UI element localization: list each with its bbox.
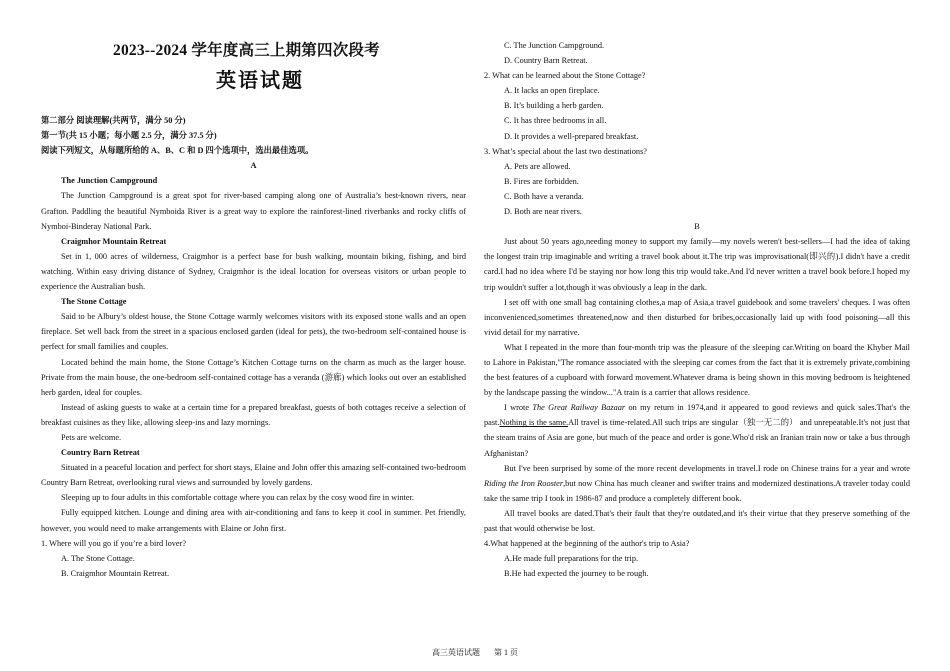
answer-option[interactable]: B.He had expected the journey to be rough. <box>504 569 649 579</box>
instruction: 阅读下列短文，从每题所给的 A、B、C 和 D 四个选项中，选出最佳选项。 <box>41 146 314 156</box>
footer-subject: 高三英语试题 <box>432 648 480 657</box>
paragraph <box>484 461 910 506</box>
question-stem: 1. Where will you go if you’re a bird lover? <box>41 538 186 548</box>
text-run: ,but now China has much cleaner and swifter trains and modernized destinations.A traveler today could take the same trip I took in 1986-87 and produce a completely different book. <box>484 478 910 503</box>
question-stem: 3. What’s special about the last two destinations? <box>484 146 647 156</box>
paragraph: The Junction Campground is a great spot for river-based camping along one of Australia’s best-known rivers, near Grafton. Paddling the beautiful Nymboida River is a great way to explore the rainforest-lined riverbanks and rocky cliffs of Nymboi-Binderay National Park. <box>41 191 466 231</box>
paragraph: All travel books are dated.That's their fault that they're outdated,and it's their virtue that they preserve something of the past that would otherwise be lost. <box>484 508 910 533</box>
left-body <box>41 113 466 581</box>
answer-option[interactable]: D. Country Barn Retreat. <box>504 56 588 66</box>
paragraph: Fully equipped kitchen. Lounge and dining area with air-conditioning and fans to keep it cool in summer. Pet friendly, however, you would need to make arrangements with Elaine or John first. <box>41 508 466 533</box>
passage-b-label: B <box>694 222 700 232</box>
paragraph: Set in 1, 000 acres of wilderness, Craigmhor is a perfect base for bush walking, mountain biking, fishing, and bird watching. Within easy driving distance of Sydney, Craigmhor is the ideal location for overseas visitors or urban people to experience the Australian bush. <box>41 251 466 292</box>
paragraph: Located behind the main home, the Stone Cottage’s Kitchen Cottage turns on the charm as much as the larger house. Private from the main house, the one-bedroom self-contained cottage has a veranda (游廊) which looks out over an established herb garden, ideal for couples. <box>41 357 466 397</box>
answer-option[interactable]: B. Craigmhor Mountain Retreat. <box>61 568 170 578</box>
heading-junction-campground: The Junction Campground <box>61 176 158 186</box>
paragraph: Situated in a peaceful location and perfect for short stays, Elaine and John offer this amazing self-contained two-bedroom Country Barn Retreat, overlooking rural views and surrounded by lovely gardens. <box>41 463 466 488</box>
heading-stone-cottage: The Stone Cottage <box>61 297 127 307</box>
heading-country-barn-retreat: Country Barn Retreat <box>61 448 140 458</box>
paragraph: Just about 50 years ago,needing money to support my family—my novels weren't best-sellers—I had the idea of taking the longest train trip imaginable and writing a travel book about it.The trip was improvisational(即兴的).I didn't have a credit card.I had no idea where I'd be staying nor how long this trip would take.And I'd never written a travel book before.I hoped my trip wouldn't suffer a lot,though it was obviously a leap in the dark. <box>484 237 910 292</box>
answer-option[interactable]: D. It provides a well-prepared breakfast. <box>504 131 639 141</box>
book-title: Riding the Iron Rooster <box>484 478 564 488</box>
heading-craigmhor-retreat: Craigmhor Mountain Retreat <box>61 236 167 246</box>
paragraph: Instead of asking guests to wake at a certain time for a prepared breakfast, guests of both cottages receive a selection of breakfast cuisines as they like, allowing sleep-ins and lazy mornings. <box>41 402 466 427</box>
right-body <box>484 38 910 581</box>
paragraph: What I repeated in the more than four-month trip was the pleasure of the sleeping car.Writing on board the Khyber Mail to Lahore in Pakistan,"The romance associated with the sleeping car comes from the fact that it is extremely private,combining the best features of a cupboard with forward movement.Whatever drama is being shown in this moving bedroom is heightened by the landscape passing the window..."A train is a carrier that allows residence. <box>484 342 910 398</box>
subpart-heading: 第一节(共 15 小题；每小题 2.5 分，满分 37.5 分) <box>41 131 217 141</box>
text-run: on my return in 1974,and it appeared to good reviews and quick sales.That's the past. <box>484 403 910 428</box>
exam-title: 2023--2024 学年度高三上期第四次段考 <box>113 42 380 59</box>
answer-option[interactable]: C. Both have a veranda. <box>504 191 584 201</box>
book-title: The Great Railway Bazaar <box>532 403 626 413</box>
question-stem: 4.What happened at the beginning of the author's trip to Asia? <box>484 539 690 549</box>
footer-page-number: 第 1 页 <box>494 648 518 657</box>
paragraph: Sleeping up to four adults in this comfortable cottage where you can relax by the cosy wood fire in winter. <box>61 493 414 503</box>
answer-option[interactable]: A. Pets are allowed. <box>504 161 571 171</box>
paragraph: Pets are welcome. <box>61 432 122 442</box>
paragraph: I set off with one small bag containing clothes,a map of Asia,a travel guidebook and some travelers' cheques. I was often inconvenienced,sometimes threatened,now and then disturbed for bribes,occasionally laid up with food poisoning—all this vivid detail for my narrative. <box>484 297 910 337</box>
text-run: I wrote <box>504 403 533 413</box>
paragraph: Said to be Albury’s oldest house, the Stone Cottage warmly welcomes visitors with its exposed stone walls and an open fireplace. Set well back from the street in a spacious enclosed garden (ideal for pets), the two-bedroom self-contained house is perfect for small families and couples. <box>41 312 466 352</box>
answer-option[interactable]: A.He made full preparations for the trip. <box>504 554 639 564</box>
answer-option[interactable]: B. It’s building a herb garden. <box>504 101 604 111</box>
question-stem: 2. What can be learned about the Stone Cottage? <box>484 71 646 81</box>
page-footer <box>0 647 950 658</box>
paragraph <box>484 400 910 460</box>
part-heading: 第二部分 阅读理解(共两节，满分 50 分) <box>41 116 186 125</box>
answer-option[interactable]: A. The Stone Cottage. <box>61 553 135 563</box>
passage-a-label: A <box>250 161 257 171</box>
answer-option[interactable]: A. It lacks an open fireplace. <box>504 86 600 96</box>
text-run: All travel is time-related.All such trips are singular（独一无二的） and unrepeatable.It's not just that the steam trains of Asia are gone, but much of the peace and order is gone.Who'd risk an Iranian train now or take a bus through Afghanistan? <box>484 418 910 458</box>
subject-title: 英语试题 <box>216 70 304 92</box>
answer-option[interactable]: C. The Junction Campground. <box>504 41 605 50</box>
underlined-phrase: Nothing is the same. <box>499 418 569 428</box>
answer-option[interactable]: D. Both are near rivers. <box>504 207 582 217</box>
answer-option[interactable]: B. Fires are forbidden. <box>504 176 579 186</box>
answer-option[interactable]: C. It has three bedrooms in all. <box>504 116 607 126</box>
text-run: But I've been surprised by some of the more recent developments in travel.I rode on Chinese trains for a year and wrote <box>504 463 910 473</box>
